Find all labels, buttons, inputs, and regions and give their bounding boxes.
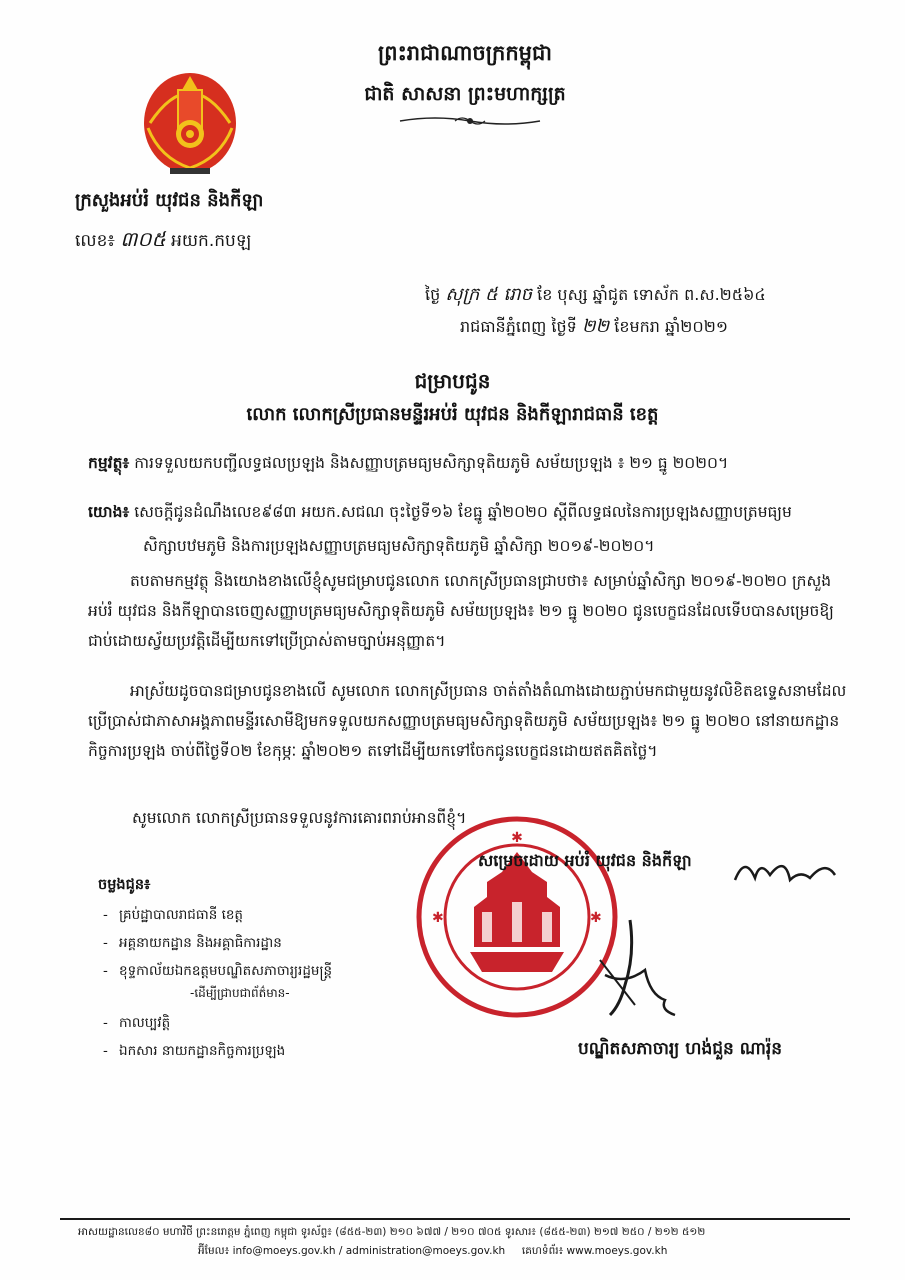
lunar-handwritten: សុក្រ ៥ រោច [445,284,533,305]
cc-item: - គ្រប់ដ្ឋាបាលរាជធានី ខេត្ត [103,907,243,923]
ornament-divider-icon [395,113,545,129]
cc-item-text: អគ្គនាយកដ្ឋាន និងអគ្គាធិការដ្ឋាន [119,935,282,951]
ref-code: អយក.កបឡ [171,231,252,251]
reference-text-1: សេចក្តីជូនដំណឹងលេខ៩៨៣ អយក.សជណ ចុះថ្ងៃទី១៦ ខែធ្នូ ឆ្នាំ២០២០ ស្តីពីលទ្ធផលនៃការប្រឡងសញ្ញាបត្រមធ្យម [134,503,792,521]
initials-signature-icon [730,850,840,890]
kingdom-title: ព្រះរាជាណាចក្រកម្ពុជា [377,41,552,65]
svg-text:✱: ✱ [432,910,444,926]
cc-item-note: -ដើម្បីជ្រាបជាព័ត៌មាន- [190,986,290,1000]
ref-label: លេខ៖ [75,231,115,251]
footer-divider [60,1218,850,1220]
cc-item-text: ឯកសារ នាយកដ្ឋានកិច្ចការប្រឡង [119,1043,286,1059]
cc-item: - កាលប្បវត្តិ [103,1015,171,1031]
solar-date [460,314,728,341]
national-motto: ជាតិ សាសនា ព្រះមហាក្សត្រ [364,83,566,105]
cc-item-text: គ្រប់ដ្ឋាបាលរាជធានី ខេត្ត [119,907,243,923]
subject-text: ការទទួលយកបញ្ជីលទ្ធផលប្រឡង និងសញ្ញាបត្រមធ្យមសិក្សាទុតិយភូមិ សម័យប្រឡង ៖ ២១ ធ្នូ ២០២០។ [134,454,729,472]
footer-web[interactable]: www.moeys.gov.kh [566,1245,668,1257]
solar-prefix: រាជធានីភ្នំពេញ ថ្ងៃទី [460,317,577,336]
closing-line: សូមលោក លោកស្រីប្រធានទទួលនូវការគោរពរាប់អានពីខ្ញុំ។ [132,809,467,827]
lunar-prefix: ថ្ងៃ [425,285,441,304]
reference-line-1 [88,497,848,527]
subject-label: កម្មវត្ថុ៖ [88,454,130,472]
footer-address: អាសយដ្ឋានលេខ៨០ មហាវិថី ព្រះនរោត្តម ភ្នំពេញ កម្ពុជា ទូរស័ព្ទ៖ (៨៥៥-២៣) ២១០ ៦៧៧ / ២១០ ៧០៥ ទូរសារ៖ (៨៥៥-២៣) ២១៧ ២៥០ / ២១២ ៥១២ [78,1226,706,1238]
cc-item-text: កាលប្បវត្តិ [119,1015,171,1031]
cc-heading: ចម្លងជូន៖ [98,877,151,893]
solar-day: ២២ [581,316,610,337]
ministry-name: ក្រសួងអប់រំ យុវជន និងកីឡា [75,190,264,211]
notice-recipient: លោក លោកស្រីប្រធានមន្ទីរអប់រំ យុវជន និងកីឡារាជធានី ខេត្ត [246,404,659,425]
body-paragraph-2: អាស្រ័យដូចបានជម្រាបជូនខាងលើ សូមលោក លោកស្រីប្រធាន ចាត់តាំងតំណាងដោយភ្ជាប់មកជាមួយនូវលិខិតឧទ្ទេសនាមដែលប្រើប្រាស់ជាភាសាអង្គភាពមន្ទីរសោមីឱ្យមកទទួលយកសញ្ញាបត្រមធ្យមសិក្សាទុតិយភូមិ សម័យប្រឡង៖ ២១ ធ្នូ ២០២០ នៅនាយកដ្ឋានកិច្ចការប្រឡង ចាប់ពីថ្ងៃទី០២ ខែកុម្ភៈ ឆ្នាំ២០២១ តទៅដើម្បីយកទៅចែកជូនបេក្ខជនដោយឥតគិតថ្លៃ។ [88,682,847,760]
solar-rest: ខែមករា ឆ្នាំ២០២១ [614,317,728,336]
footer-web-label: គេហទំព័រ៖ [521,1245,564,1257]
footer-contact [198,1245,667,1260]
subject-line [88,448,848,478]
cc-item-text: ខុទ្ទកាល័យឯកឧត្តមបណ្ឌិតសភាចារ្យរដ្ឋមន្ត្រី [119,963,333,979]
cc-item: - ឯកសារ នាយកដ្ឋានកិច្ចការប្រឡង [103,1043,286,1059]
reference-line-2: សិក្សាបឋមភូមិ និងការប្រឡងសញ្ញាបត្រមធ្យមសិក្សាទុតិយភូមិ ឆ្នាំសិក្សា ២០១៩-២០២០។ [143,537,655,555]
cc-item: - អគ្គនាយកដ្ឋាន និងអគ្គាធិការដ្ឋាន [103,935,282,951]
cc-item: - ខុទ្ទកាល័យឯកឧត្តមបណ្ឌិតសភាចារ្យរដ្ឋមន្ត្រី [103,963,333,979]
footer-email[interactable]: info@moeys.gov.kh / administration@moeys.gov.kh [232,1245,506,1257]
footer-email-label: អ៊ីមែល៖ [198,1245,230,1257]
lunar-rest: ខែ បុស្ស ឆ្នាំជូត ទោស័ក ព.ស.២៥៦៤ [537,285,766,304]
reference-number [75,226,251,256]
svg-text:✱: ✱ [511,830,523,846]
reference-label: យោង៖ [88,503,130,521]
svg-text:✱: ✱ [590,910,602,926]
body-paragraph-1: តបតាមកម្មវត្ថុ និងយោងខាងលើខ្ញុំសូមជម្រាបជូនលោក លោកស្រីប្រធានជ្រាបថា៖ សម្រាប់ឆ្នាំសិក្សា ២០១៩-២០២០ ក្រសួងអប់រំ យុវជន និងកីឡាបានចេញសញ្ញាបត្រមធ្យមសិក្សាទុតិយភូមិ សម័យប្រឡង៖ ២១ ធ្នូ ២០២០ ជូនបេក្ខជនដែលទើបបានសម្រេចឱ្យជាប់ដោយស្វ័យប្រវត្តិដើម្បីយកទៅប្រើប្រាស់តាមច្បាប់អនុញ្ញាត។ [88,572,834,650]
signer-title: សម្រេចដោយ អប់រំ យុវជន និងកីឡា [478,851,692,870]
signer-name: បណ្ឌិតសភាចារ្យ ហង់ជួន ណារ៉ុន [578,1039,783,1059]
lunar-date [425,282,766,309]
ministry-emblem-icon [140,68,240,178]
handwritten-signature-icon [590,915,680,1025]
notice-title: ជម្រាបជូន [414,369,491,393]
ref-number: ៣០៥ [120,227,166,251]
